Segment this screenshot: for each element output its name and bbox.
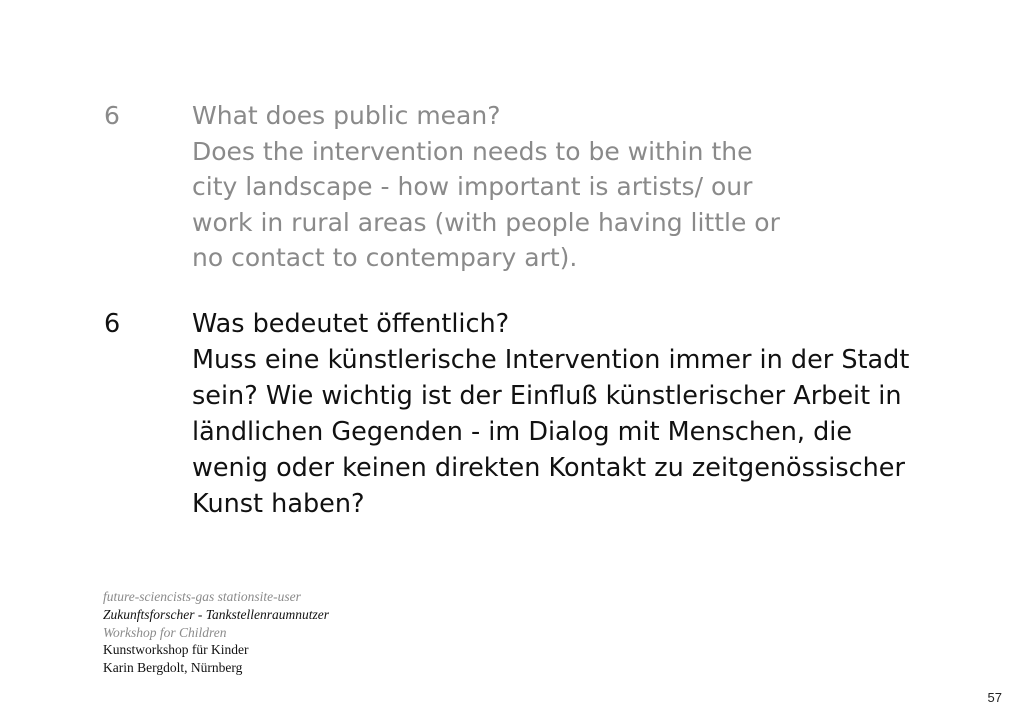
question-text-english [192, 98, 780, 276]
question-line-german: sein? Wie wichtig ist der Einfluß künstlerischer Arbeit in [192, 381, 902, 411]
project-title-german: Zukunftsforscher - Tankstellenraumnutzer [103, 606, 329, 622]
page-number: 57 [987, 690, 1002, 705]
question-number-english: 6 [104, 101, 120, 130]
question-text-german [192, 306, 909, 522]
question-line-german: Kunst haben? [192, 489, 365, 519]
question-line-english: city landscape - how important is artists/ our [192, 172, 753, 201]
question-line-english: What does public mean? [192, 101, 501, 130]
project-title-english: future-sciencists-gas stationsite-user [103, 589, 301, 604]
question-line-german: ländlichen Gegenden - im Dialog mit Menschen, die [192, 417, 853, 447]
workshop-english: Workshop for Children [103, 624, 227, 640]
question-line-english: Does the intervention needs to be within the [192, 136, 753, 166]
question-line-german: wenig oder keinen direkten Kontakt zu zeitgenössischer [192, 453, 905, 483]
question-number-german: 6 [104, 309, 121, 339]
question-line-english: no contact to contempary art). [192, 243, 578, 272]
question-line-german: Was bedeutet öffentlich? [192, 309, 510, 339]
question-line-german: Muss eine künstlerische Intervention immer in der Stadt [192, 345, 910, 375]
question-line-english: work in rural areas (with people having little or [192, 207, 780, 237]
credits [103, 588, 329, 677]
author: Karin Bergdolt, Nürnberg [103, 660, 243, 676]
workshop-german: Kunstworkshop für Kinder [103, 642, 249, 658]
